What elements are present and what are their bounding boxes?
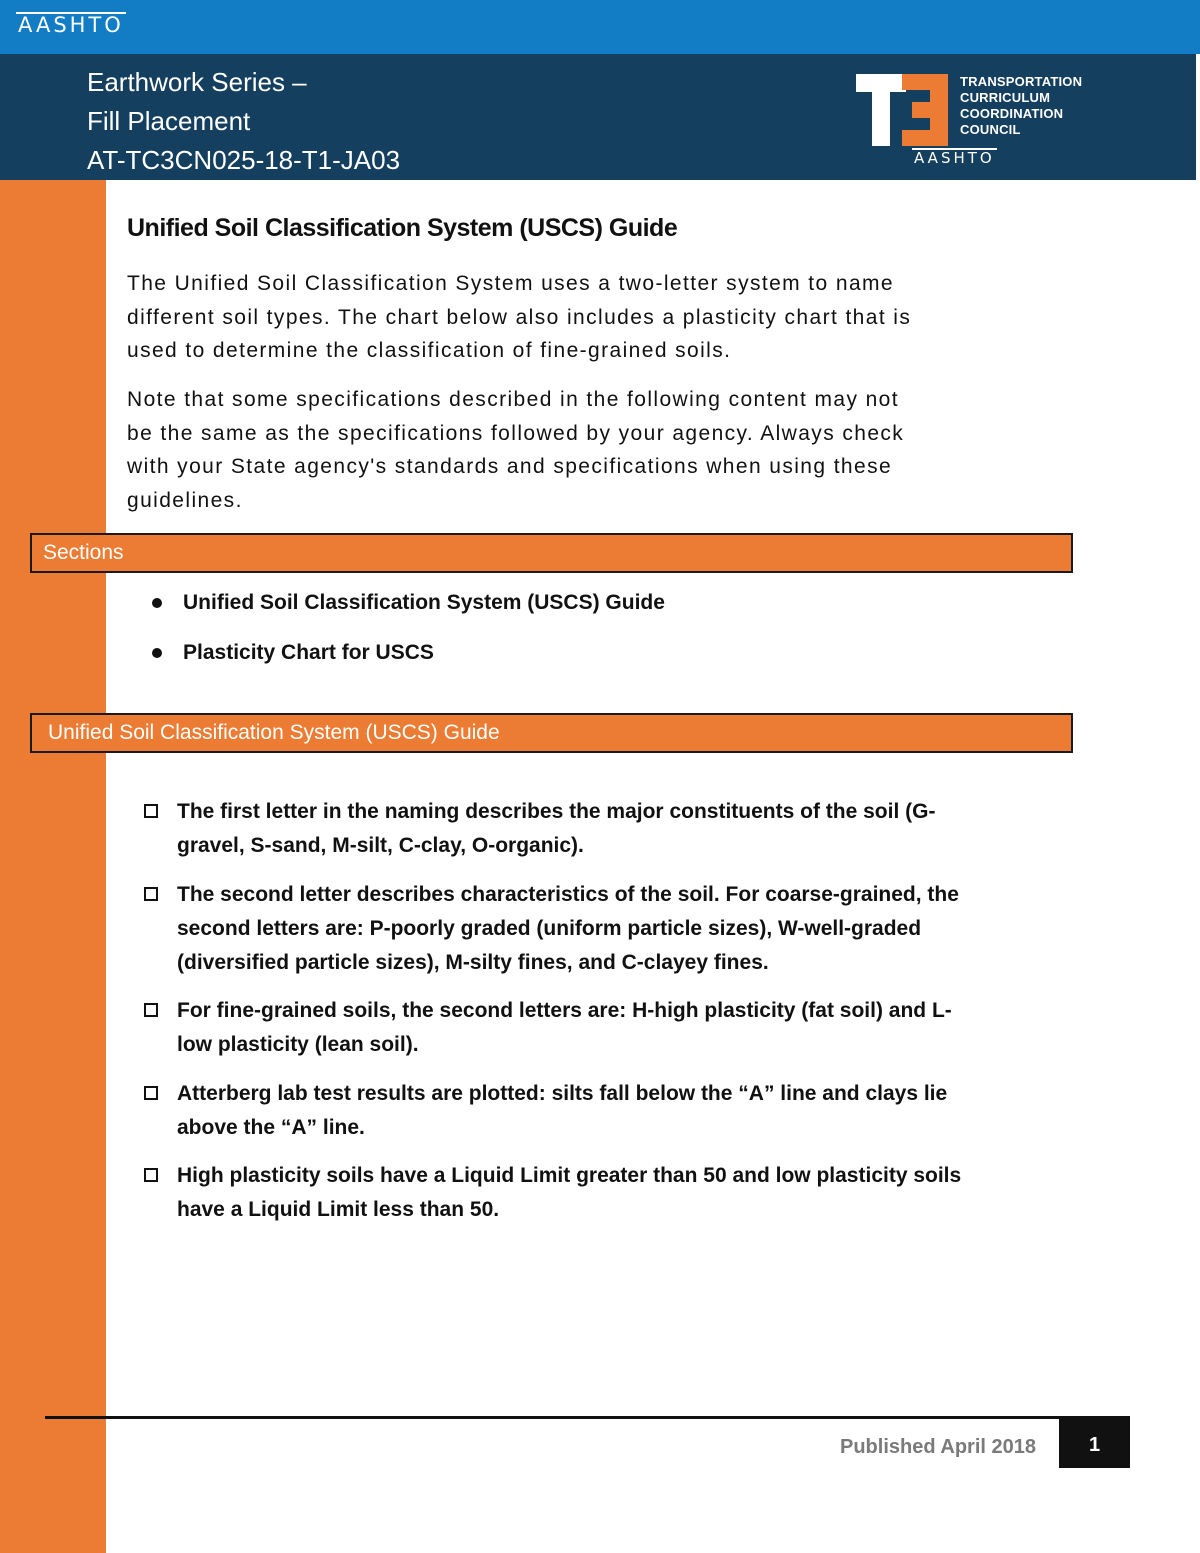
list-item-line: (diversified particle sizes), M-silty fines, and C-clayey fines. <box>177 950 769 974</box>
footer-divider <box>45 1416 1130 1419</box>
sections-heading-bar <box>30 533 1073 573</box>
list-item <box>142 994 961 1062</box>
paragraph-line: Note that some specifications described in the following content may not <box>127 388 899 411</box>
header-edge <box>1196 54 1200 180</box>
paragraph-line: different soil types. The chart below also includes a plasticity chart that is <box>127 305 912 329</box>
list-item-line: gravel, S-sand, M-silt, C-clay, O-organic). <box>177 834 584 857</box>
aashto-logo: AASHTO <box>18 13 124 37</box>
paragraph-line: The Unified Soil Classification System uses a two-letter system to name <box>127 272 894 295</box>
list-item-line: above the “A” line. <box>177 1115 365 1139</box>
section-link-label: Plasticity Chart for USCS <box>183 641 434 664</box>
checkbox-icon <box>144 887 158 901</box>
logo-line: COUNCIL <box>960 122 1021 137</box>
paragraph-line: guidelines. <box>127 488 243 512</box>
paragraph-line: be the same as the specifications followed by your agency. Always check <box>127 421 905 445</box>
note-paragraph <box>127 383 1067 517</box>
list-item-line: have a Liquid Limit less than 50. <box>177 1198 500 1221</box>
logo-line: COORDINATION <box>960 106 1064 121</box>
bullet-icon <box>152 648 162 658</box>
topic-title: Fill Placement <box>87 106 251 136</box>
intro-paragraph <box>127 267 1067 368</box>
list-item-line: High plasticity soils have a Liquid Limit greater than 50 and low plasticity soils <box>177 1164 962 1187</box>
published-date: Published April 2018 <box>840 1436 1036 1458</box>
sections-heading: Sections <box>43 541 124 564</box>
logo-aashto: AASHTO <box>914 149 995 167</box>
logo-wordmark <box>960 74 1082 138</box>
paragraph-line: with your State agency's standards and specifications when using these <box>127 455 893 478</box>
bullet-icon <box>152 598 162 608</box>
paragraph-line: used to determine the classification of fine-grained soils. <box>127 339 732 362</box>
uscs-heading: Unified Soil Classification System (USCS) Guide <box>48 721 500 744</box>
list-item-line: For fine-grained soils, the second letters are: H-high plasticity (fat soil) and L- <box>177 999 952 1022</box>
checkbox-icon <box>144 1168 158 1182</box>
checkbox-icon <box>144 1086 158 1100</box>
logo-line: TRANSPORTATION <box>960 74 1083 89</box>
document-title-block <box>87 63 400 180</box>
list-item-line: Atterberg lab test results are plotted: silts fall below the “A” line and clays lie <box>177 1081 948 1105</box>
list-item-line: second letters are: P-poorly graded (uniform particle sizes), W-well-graded <box>177 916 922 940</box>
list-item-line: The second letter describes characteristics of the soil. For coarse-grained, the <box>177 882 959 906</box>
list-item <box>142 1159 961 1227</box>
section-link-label: Unified Soil Classification System (USCS) Guide <box>183 591 665 614</box>
uscs-checklist <box>142 795 961 1242</box>
page-number: 1 <box>1059 1418 1130 1468</box>
checkbox-icon <box>144 1003 158 1017</box>
list-item-line: low plasticity (lean soil). <box>177 1033 419 1056</box>
series-title: Earthwork Series – <box>87 67 307 97</box>
t3-mark-icon <box>856 72 952 148</box>
t3-logo <box>852 62 1083 174</box>
orange-sidebar <box>0 180 106 1553</box>
list-item <box>142 1077 961 1145</box>
list-item <box>142 795 961 863</box>
uscs-heading-bar <box>30 713 1073 753</box>
page-title: Unified Soil Classification System (USCS) Guide <box>127 214 678 242</box>
list-item-line: The first letter in the naming describes the major constituents of the soil (G- <box>177 800 936 823</box>
document-code: AT-TC3CN025-18-T1-JA03 <box>87 145 401 175</box>
checkbox-icon <box>144 804 158 818</box>
top-bar <box>0 0 1200 54</box>
logo-line: CURRICULUM <box>960 90 1051 105</box>
list-item <box>142 878 961 980</box>
